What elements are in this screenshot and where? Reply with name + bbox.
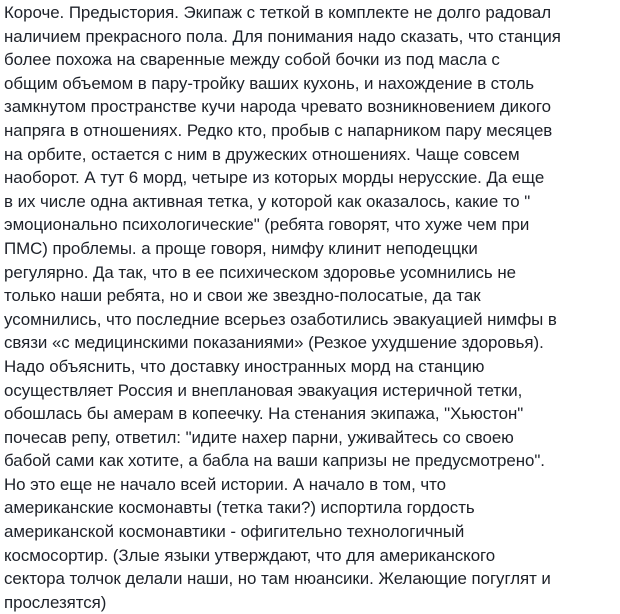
text-line: Короче. Предыстория. Экипаж с теткой в комплекте не долго радовал	[4, 3, 552, 22]
text-line: только наши ребята, но и свои же звездно-полосатые, да так	[4, 286, 481, 306]
text-line: эмоционально психологические" (ребята говорят, что хуже чем при	[4, 215, 530, 235]
text-line: почесав репу, ответил: "идите нахер парни, уживайтесь со своею	[4, 427, 514, 447]
text-line: регулярно. Да так, что в ее психическом здоровье усомнились не	[4, 262, 516, 282]
text-line: космосортир. (Злые языки утверждают, что для американского	[4, 545, 496, 565]
text-line: на орбите, остается с ним в дружеских отношениях. Чаще совсем	[4, 144, 520, 164]
text-line: Но это еще не начало всей истории. А начало в том, что	[4, 474, 446, 494]
text-line: американской космонавтики - офигительно технологичный	[4, 522, 465, 542]
text-line: общим объемом в пару-тройку ваших кухонь, и нахождение в столь	[4, 73, 535, 93]
text-line: в их числе одна активная тетка, у которой как оказалось, какие то "	[4, 191, 531, 211]
text-line: замкнутом пространстве кучи народа чревато возникновением дикого	[4, 97, 551, 117]
text-line: наоборот. А тут 6 морд, четыре из которых морды нерусские. Да еще	[4, 168, 545, 188]
text-line: ПМС) проблемы. а проще говоря, нимфу клинит неподеццки	[4, 238, 478, 258]
text-line: американские космонавты (тетка таки?) испортила гордость	[4, 498, 475, 518]
text-line: бабой сами как хотите, а бабла на ваши капризы не предусмотрено".	[4, 451, 545, 471]
text-line: наличием прекрасного пола. Для понимания надо сказать, что станция	[4, 26, 561, 46]
text-line: усомнились, что последние всерьез озаботились эвакуацией нимфы в	[4, 309, 557, 329]
text-line: Надо объяснить, что доставку иностранных морд на станцию	[4, 356, 485, 376]
text-line: прослезятся)	[4, 592, 107, 612]
text-line: более похожа на сваренные между собой бочки из под масла с	[4, 50, 500, 70]
text-line: обошлась бы амерам в копеечку. На стенания экипажа, "Хьюстон"	[4, 404, 524, 424]
post-text	[4, 0, 614, 614]
text-line: напряга в отношениях. Редко кто, пробыв с напарником пару месяцев	[4, 120, 553, 140]
text-line: осуществляет Россия и внеплановая эвакуация истеричной тетки,	[4, 380, 523, 400]
text-line: связи «с медицинскими показаниями» (Резкое ухудшение здоровья).	[4, 333, 544, 353]
text-line: сектора толчок делали наши, но там нюансики. Желающие погуглят и	[4, 569, 551, 589]
